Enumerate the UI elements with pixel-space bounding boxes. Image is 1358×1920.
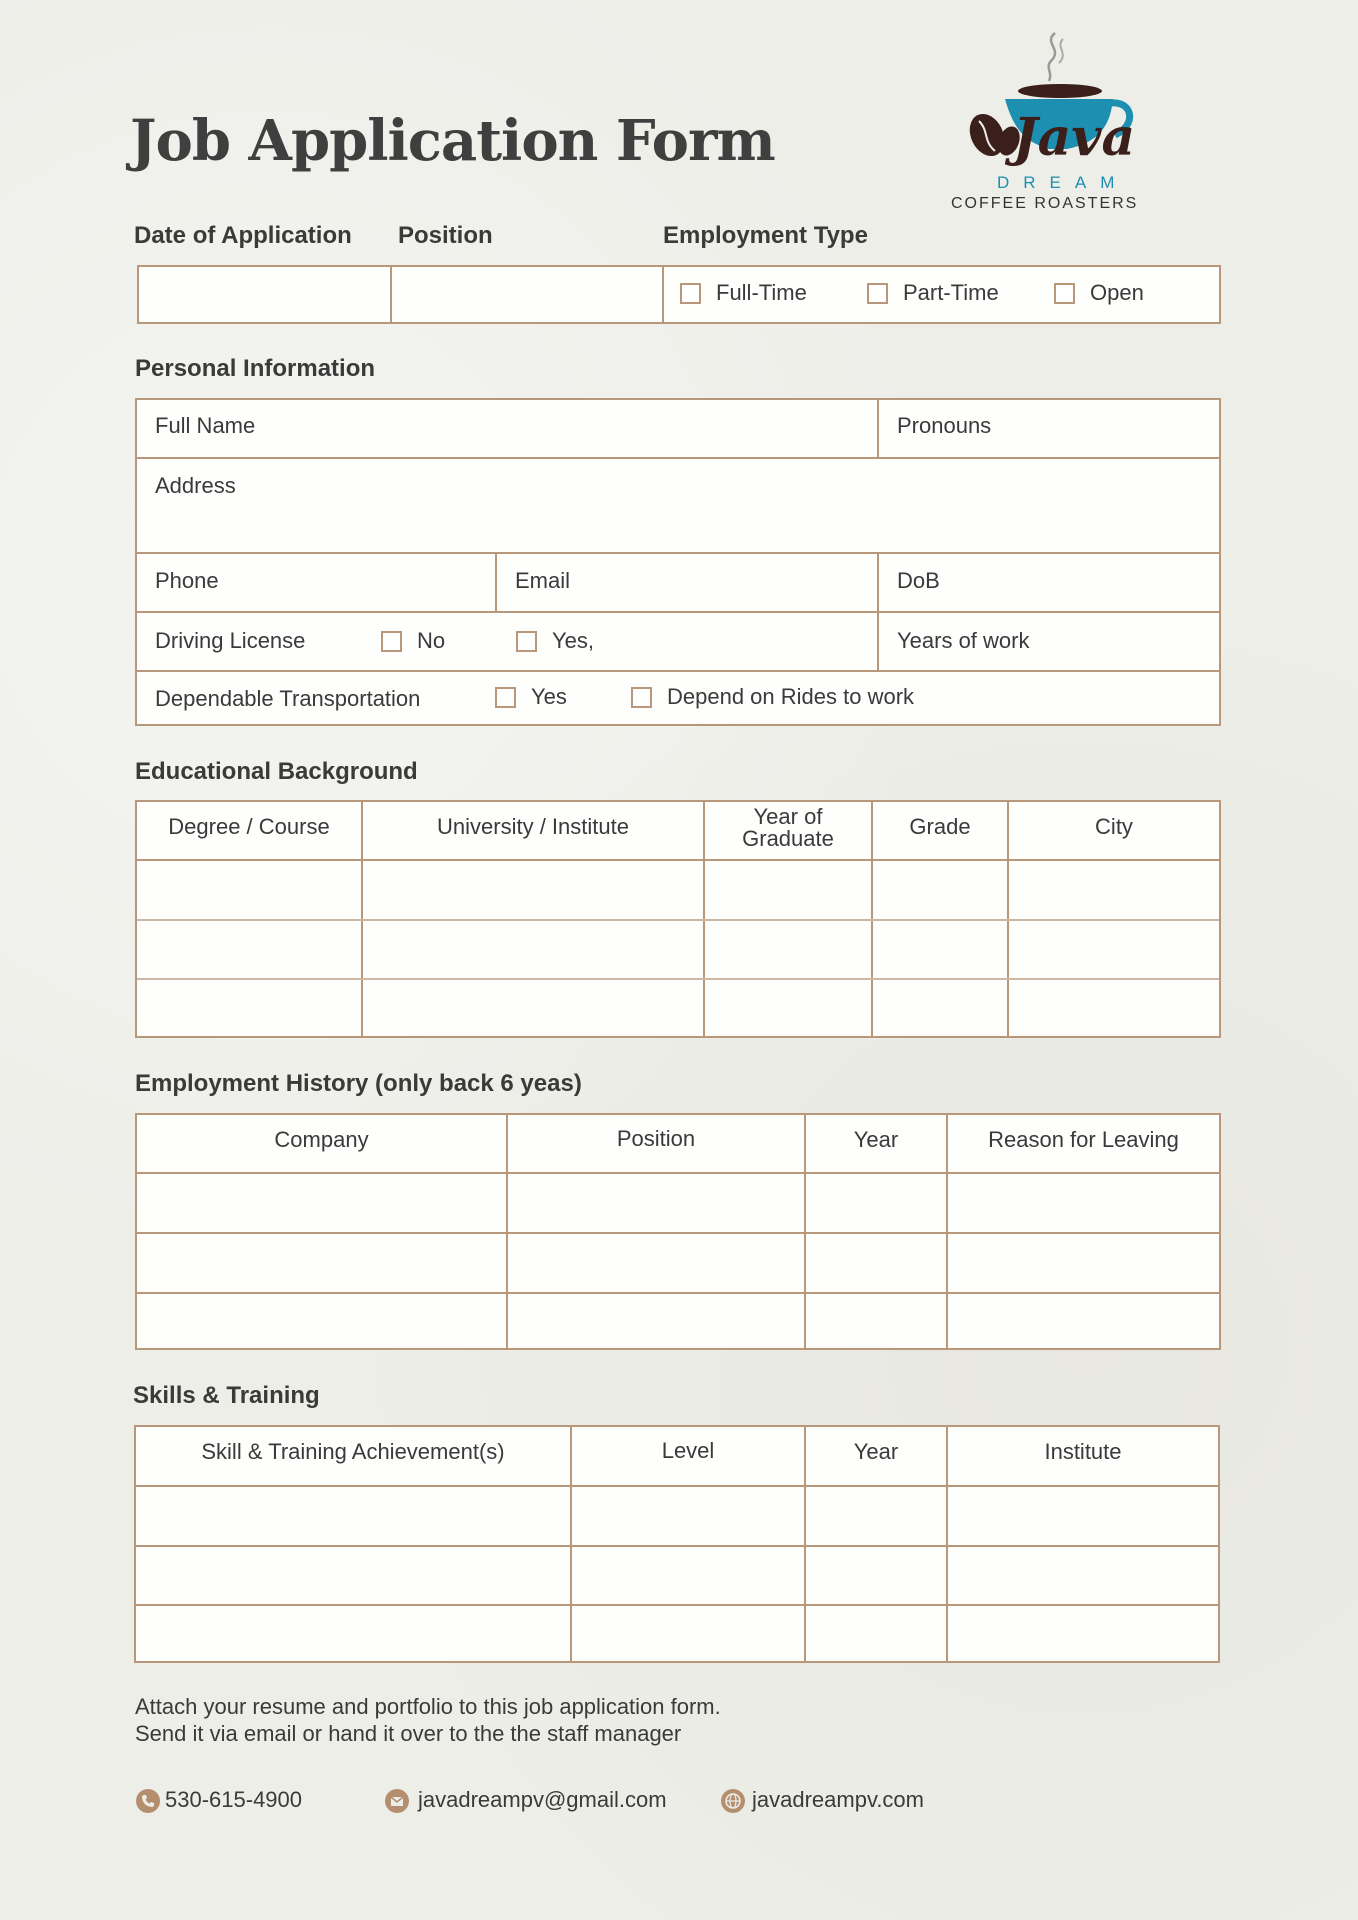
open-checkbox[interactable] <box>1054 283 1075 304</box>
date-of-application-label: Date of Application <box>134 222 352 249</box>
depend-on-rides-checkbox[interactable] <box>631 687 652 708</box>
pronouns-label: Pronouns <box>897 413 992 438</box>
position-label: Position <box>398 222 493 249</box>
dob-label: DoB <box>897 568 940 593</box>
employment-history-heading: Employment History (only back 6 yeas) <box>135 1070 582 1097</box>
educational-background-heading: Educational Background <box>135 758 418 785</box>
employment-type-label: Employment Type <box>663 222 868 249</box>
education-row[interactable] <box>137 921 1219 978</box>
personal-information-heading: Personal Information <box>135 355 376 382</box>
personal-information-box <box>135 398 1221 726</box>
education-table <box>135 800 1221 1038</box>
contact-phone[interactable]: 530-615-4900 <box>165 1787 303 1812</box>
email-label: Email <box>515 568 571 593</box>
position-input[interactable] <box>392 267 662 322</box>
driving-license-yes-checkbox[interactable] <box>516 631 537 652</box>
logo-brand-text: Java <box>1013 107 1136 168</box>
skills-table <box>134 1425 1220 1663</box>
phone-label: Phone <box>155 568 219 593</box>
education-col-year: Year of Graduate <box>742 804 834 851</box>
driving-license-yes-label: Yes, <box>552 628 595 653</box>
contact-website[interactable]: javadreampv.com <box>752 1787 924 1812</box>
full-name-label: Full Name <box>155 413 256 438</box>
employment-col-year: Year <box>853 1127 899 1152</box>
skills-row[interactable] <box>136 1606 1218 1661</box>
years-of-work-label: Years of work <box>897 628 1030 653</box>
skills-row[interactable] <box>136 1547 1218 1604</box>
skills-col-level: Level <box>661 1438 715 1463</box>
address-label: Address <box>155 473 236 498</box>
education-row[interactable] <box>137 980 1219 1036</box>
phone-icon <box>136 1789 160 1813</box>
education-col-degree: Degree / Course <box>168 814 330 839</box>
full-time-label: Full-Time <box>716 280 807 305</box>
footer-note-line1: Attach your resume and portfolio to this job application form. <box>135 1694 721 1719</box>
education-row[interactable] <box>137 861 1219 919</box>
part-time-checkbox[interactable] <box>867 283 888 304</box>
education-col-university: University / Institute <box>437 814 629 839</box>
company-logo <box>945 25 1160 220</box>
contact-email[interactable]: javadreampv@gmail.com <box>418 1787 667 1812</box>
globe-icon <box>721 1789 745 1813</box>
email-icon <box>385 1789 409 1813</box>
skills-col-institute: Institute <box>1044 1439 1122 1464</box>
date-of-application-input[interactable] <box>139 267 390 322</box>
education-col-city: City <box>1095 814 1133 839</box>
employment-row[interactable] <box>137 1174 1219 1232</box>
dependable-transportation-label: Dependable Transportation <box>155 686 421 711</box>
education-col-grade: Grade <box>909 814 971 839</box>
skills-row[interactable] <box>136 1487 1218 1545</box>
driving-license-no-label: No <box>417 628 446 653</box>
transportation-yes-checkbox[interactable] <box>495 687 516 708</box>
employment-row[interactable] <box>137 1234 1219 1292</box>
employment-col-reason: Reason for Leaving <box>988 1127 1179 1152</box>
driving-license-label: Driving License <box>155 628 306 653</box>
transportation-yes-label: Yes <box>531 684 567 709</box>
driving-license-no-checkbox[interactable] <box>381 631 402 652</box>
address-field[interactable] <box>137 459 1219 552</box>
footer-note-line2: Send it via email or hand it over to the the staff manager <box>135 1721 682 1746</box>
skills-col-year: Year <box>853 1439 899 1464</box>
employment-row[interactable] <box>137 1294 1219 1348</box>
skills-col-achievement: Skill & Training Achievement(s) <box>201 1439 505 1464</box>
part-time-label: Part-Time <box>903 280 999 305</box>
top-fields-box <box>137 265 1221 324</box>
employment-table <box>135 1113 1221 1350</box>
full-time-checkbox[interactable] <box>680 283 701 304</box>
open-label: Open <box>1090 280 1144 305</box>
employment-col-position: Position <box>616 1126 696 1151</box>
logo-sub-text: DREAM <box>997 173 1129 192</box>
skills-training-heading: Skills & Training <box>133 1382 320 1409</box>
logo-tagline: COFFEE ROASTERS <box>951 195 1139 212</box>
page-title: Job Application Form <box>130 108 775 174</box>
employment-col-company: Company <box>274 1127 369 1152</box>
depend-on-rides-label: Depend on Rides to work <box>667 684 915 709</box>
